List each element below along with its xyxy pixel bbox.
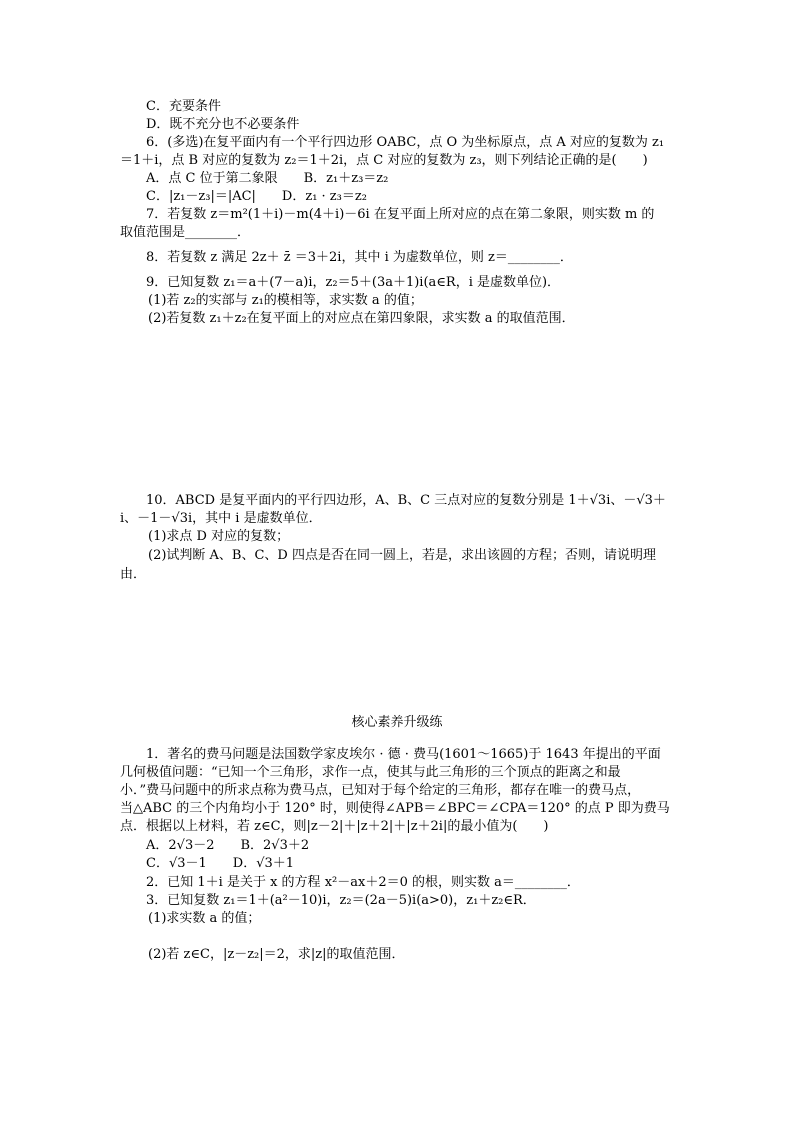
text-line-q7b: 取值范围是________． xyxy=(120,225,251,240)
text-line-q5d: D．既不充分也不必要条件 xyxy=(146,117,300,132)
text-line-q6a: 6．(多选)在复平面内有一个平行四边形 OABC，点 O 为坐标原点，点 A 对应的复数为 z₁ xyxy=(146,135,665,150)
text-line-c3p1: (1)求实数 a 的值； xyxy=(148,911,261,926)
text-line-q6b: ＝1＋i，点 B 对应的复数为 z₂＝1＋2i，点 C 对应的复数为 z₃，则下列结论正确的是( ) xyxy=(120,153,648,168)
text-line-c1a: 1．著名的费马问题是法国数学家皮埃尔 · 德 · 费马(1601～1665)于 1643 年提出的平面 xyxy=(146,747,661,762)
text-line-q9: 9．已知复数 z₁＝a＋(7－a)i，z₂＝5＋(3a＋1)i(a∈R，i 是虚数单位)． xyxy=(146,275,561,290)
text-line-c1opt2: C．√3－1 D．√3＋1 xyxy=(146,856,295,871)
text-line-c1opt1: A．2√3－2 B．2√3＋2 xyxy=(146,838,310,853)
text-line-q10a: 10．ABCD 是复平面内的平行四边形，A、B、C 三点对应的复数分别是 1＋√3i、－√3＋ xyxy=(146,493,666,508)
text-line-q6opt1: A．点 C 位于第二象限 B．z₁＋z₃＝z₂ xyxy=(146,171,389,186)
text-line-c1e: 点．根据以上材料，若 z∈C，则|z－2|＋|z＋2|＋|z＋2i|的最小值为( ) xyxy=(120,819,549,834)
text-line-c3: 3．已知复数 z₁＝1＋(a²－10)i，z₂＝(2a－5)i(a>0)，z₁＋z₂∈R． xyxy=(146,893,536,908)
text-line-q10p2b: 由． xyxy=(120,567,147,582)
text-line-c1b: 几何极值问题：“已知一个三角形，求作一点，使其与此三角形的三个顶点的距离之和最 xyxy=(120,765,621,780)
text-line-q9p1: (1)若 z₂的实部与 z₁的模相等，求实数 a 的值； xyxy=(148,293,423,308)
text-line-c3p2: (2)若 z∈C，|z－z₂|＝2，求|z|的取值范围． xyxy=(148,947,405,962)
text-line-q10b: i、－1－√3i，其中 i 是虚数单位． xyxy=(120,511,322,526)
text-line-q8: 8．若复数 z 满足 2z＋ z̄ ＝3＋2i，其中 i 为虚数单位，则 z＝________． xyxy=(146,250,573,265)
text-line-q10p1: (1)求点 D 对应的复数； xyxy=(148,529,290,544)
text-line-c1d: 当△ABC 的三个内角均小于 120° 时，则使得∠APB＝∠BPC＝∠CPA＝120° 的点 P 即为费马 xyxy=(120,801,670,816)
text-line-q9p2: (2)若复数 z₁＋z₂在复平面上的对应点在第四象限，求实数 a 的取值范围． xyxy=(148,311,575,326)
text-line-q7a: 7．若复数 z＝m²(1＋i)－m(4＋i)－6i 在复平面上所对应的点在第二象限，则实数 m 的 xyxy=(146,207,655,222)
section-title: 核心素养升级练 xyxy=(351,715,443,730)
text-line-q6opt2: C．|z₁－z₃|＝|AC| D．z₁ · z₃＝z₂ xyxy=(146,189,367,204)
text-line-c1c: 小．”费马问题中的所求点称为费马点，已知对于每个给定的三角形，都存在唯一的费马点， xyxy=(120,783,641,798)
text-line-q10p2a: (2)试判断 A、B、C、D 四点是否在同一圆上，若是，求出该圆的方程；否则，请说明理 xyxy=(148,548,656,563)
text-line-c2: 2．已知 1＋i 是关于 x 的方程 x²－ax＋2＝0 的根，则实数 a＝________． xyxy=(146,875,580,890)
text-line-q5c: C．充要条件 xyxy=(146,99,221,114)
